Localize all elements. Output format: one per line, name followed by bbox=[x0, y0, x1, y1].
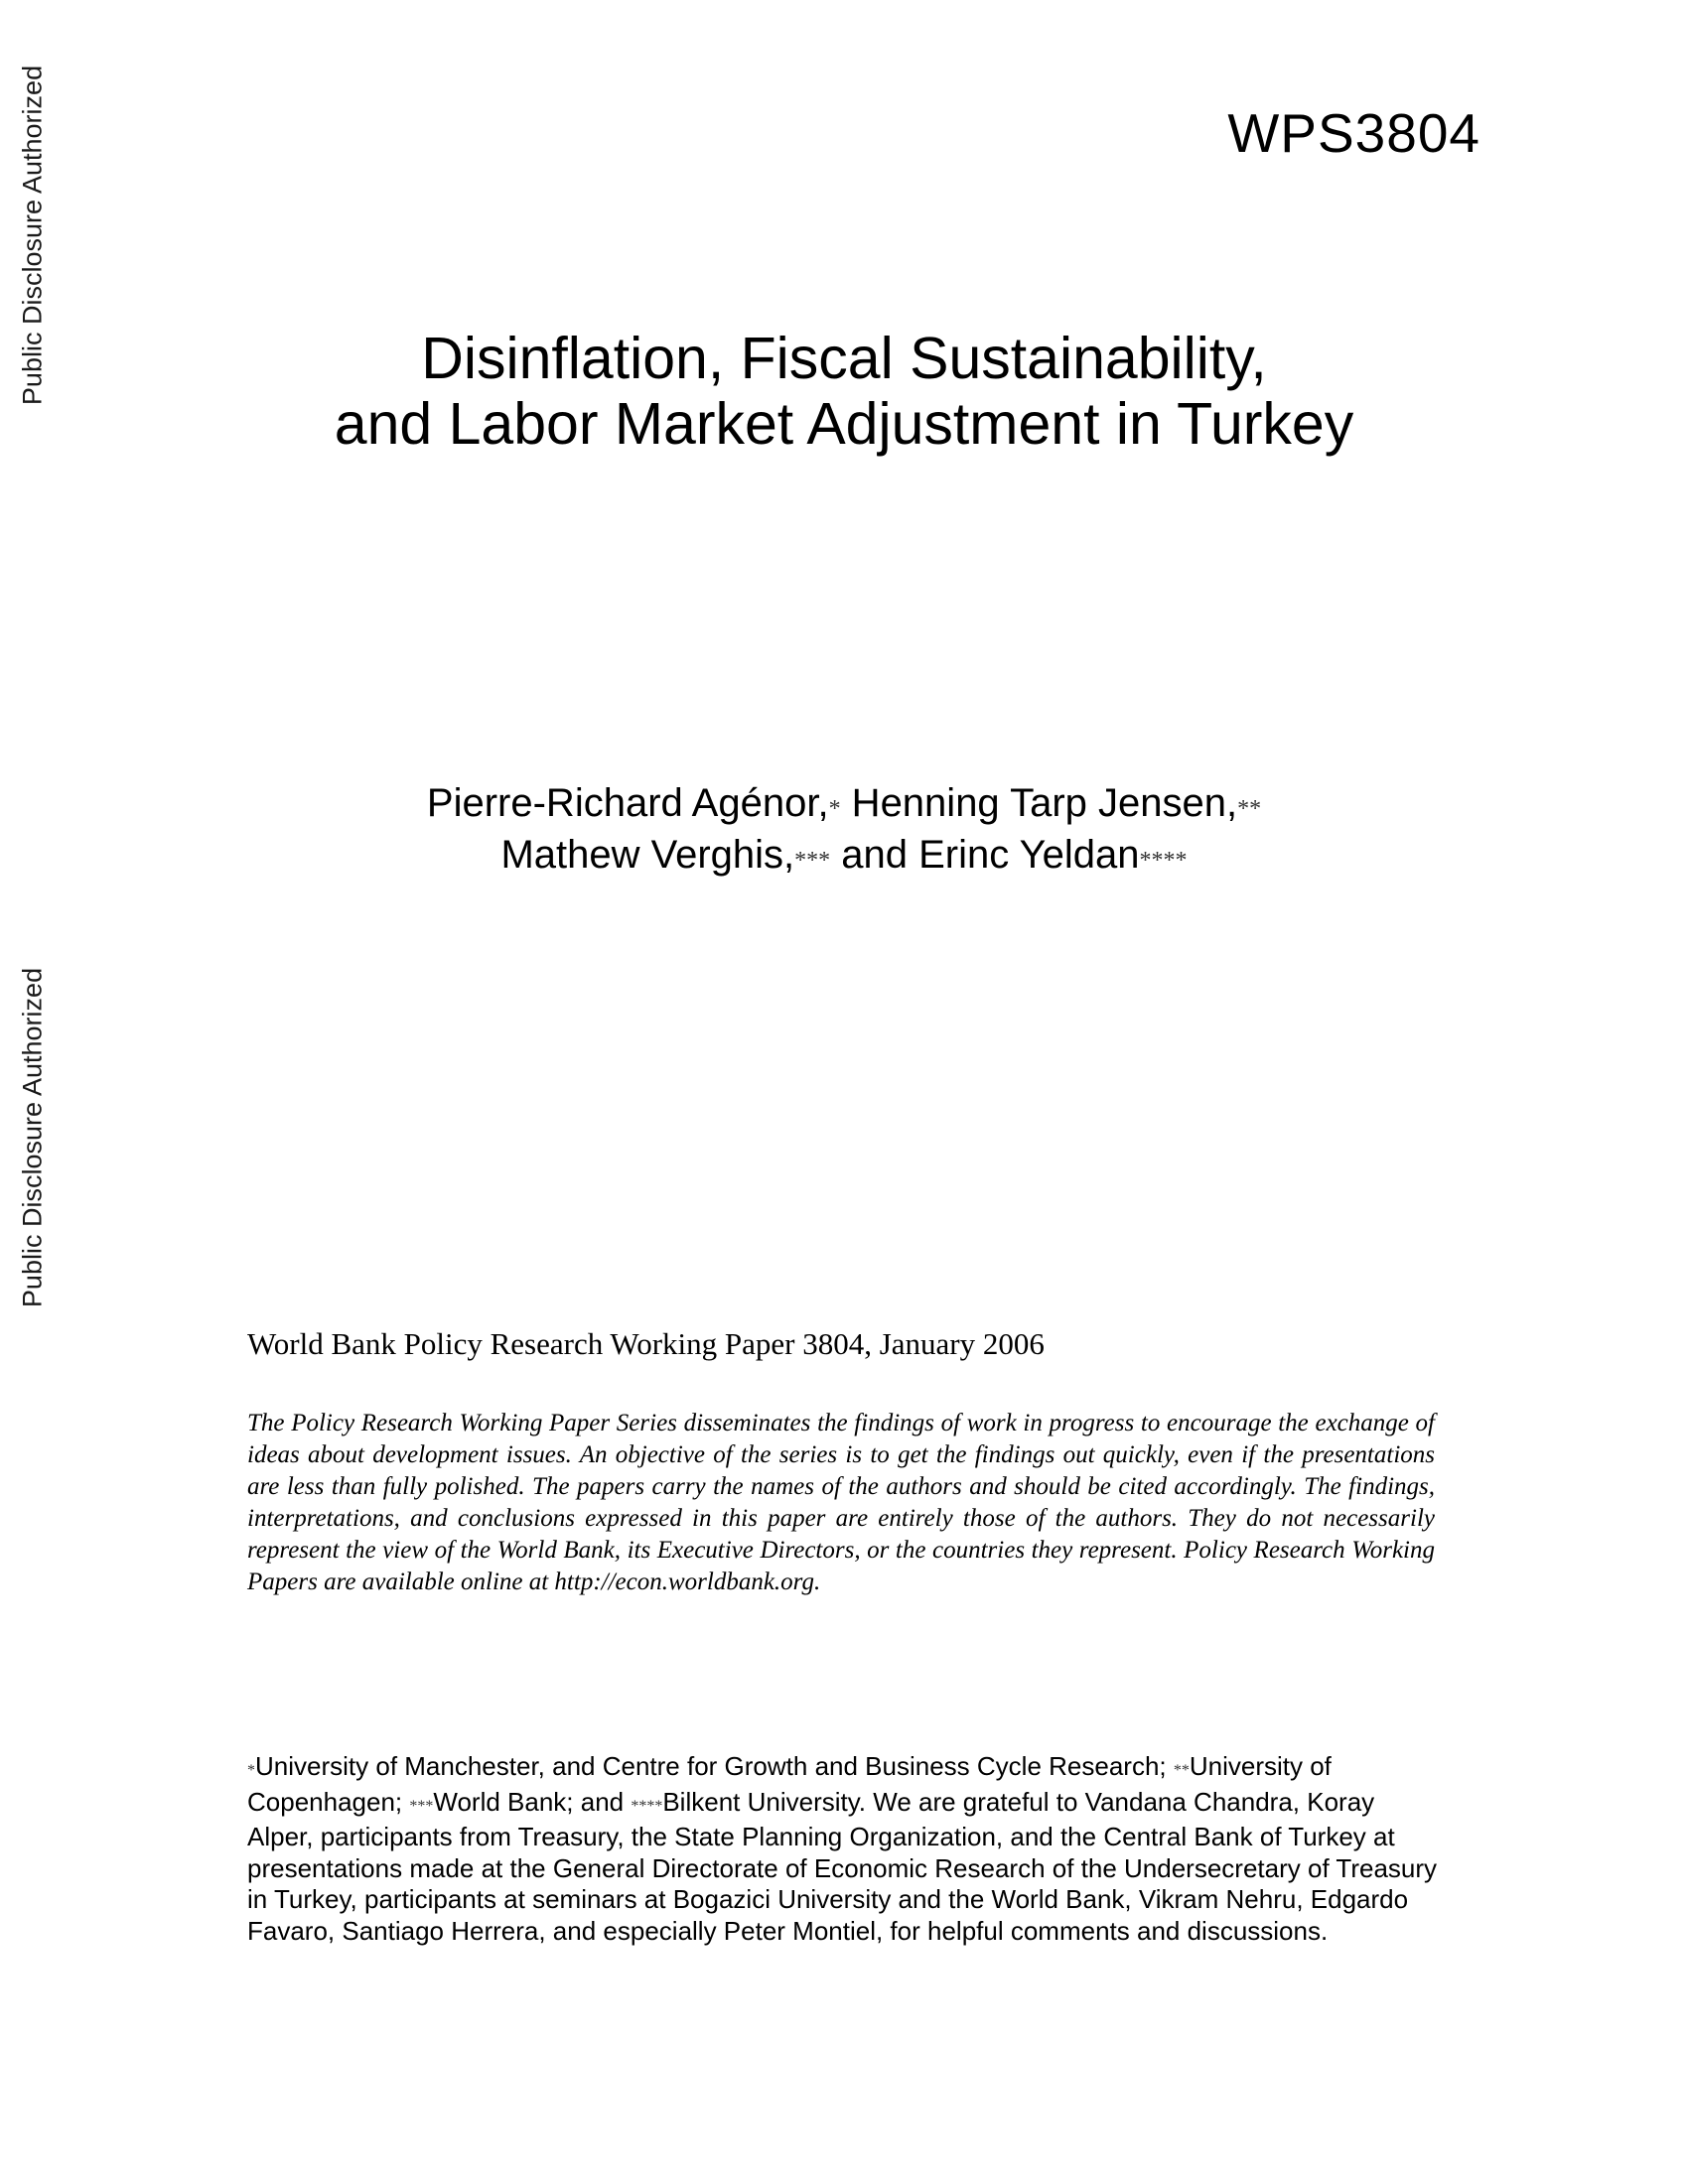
footnote-mark: **** bbox=[631, 1797, 663, 1815]
author-name: Pierre-Richard Agénor, bbox=[426, 781, 829, 825]
footnote-text: University of Manchester, and Centre for Growth and Business Cycle Research; bbox=[255, 1751, 1174, 1781]
author-name: Mathew Verghis, bbox=[500, 833, 795, 877]
author-name: and Erinc Yeldan bbox=[830, 833, 1140, 877]
report-number: WPS3804 bbox=[1227, 102, 1480, 164]
footnote-mark: ** bbox=[1173, 1762, 1190, 1779]
paper-title bbox=[248, 326, 1440, 457]
disclosure-label-top: Public Disclosure Authorized bbox=[17, 65, 48, 406]
author-name: Henning Tarp Jensen, bbox=[840, 781, 1238, 825]
affiliations-footnote bbox=[247, 1751, 1439, 1947]
author-footnote-mark: * bbox=[828, 796, 841, 822]
author-footnote-mark: **** bbox=[1139, 848, 1188, 874]
footnote-text: University of Copenhagen; bbox=[247, 1751, 1332, 1817]
author-footnote-mark: ** bbox=[1237, 796, 1262, 822]
footnote-mark: * bbox=[247, 1762, 255, 1779]
disclosure-label-middle: Public Disclosure Authorized bbox=[17, 967, 48, 1308]
author-line-2 bbox=[248, 832, 1440, 884]
author-footnote-mark: *** bbox=[794, 848, 831, 874]
series-disclaimer: The Policy Research Working Paper Series disseminates the findings of work in progress to encourage the exchange of ideas about development issues. An objective of the series is to get the findings out quickly, even if the presentations are less than fully polished. The papers carry the names of the authors and should be cited accordingly. The findings, interpretations, and conclusions expressed in this paper are entirely those of the authors. They do not necessarily represent the view of the World Bank, its Executive Directors, or the countries they represent. Policy Research Working Papers are available online at http://econ.worldbank.org. bbox=[247, 1410, 1435, 1595]
footnote-text: Bilkent University. We are grateful to Vandana Chandra, Koray Alper, participants from Treasury, the State Planning Organization, and the Central Bank of Turkey at presentations made at the General Directorate of Economic Research of the Undersecretary of Treasury in Turkey, participants at seminars at Bogazici University and the World Bank, Vikram Nehru, Edgardo Favaro, Santiago Herrera, and especially Peter Montiel, for helpful comments and discussions. bbox=[247, 1786, 1438, 1946]
title-line-1: Disinflation, Fiscal Sustainability, bbox=[421, 326, 1267, 391]
series-line: World Bank Policy Research Working Paper 3804, January 2006 bbox=[247, 1326, 1045, 1361]
footnote-text: World Bank; and bbox=[433, 1786, 632, 1817]
title-line-2: and Labor Market Adjustment in Turkey bbox=[334, 391, 1354, 457]
author-line-1 bbox=[248, 780, 1440, 832]
author-list bbox=[248, 780, 1440, 884]
footnote-mark: *** bbox=[409, 1797, 434, 1815]
